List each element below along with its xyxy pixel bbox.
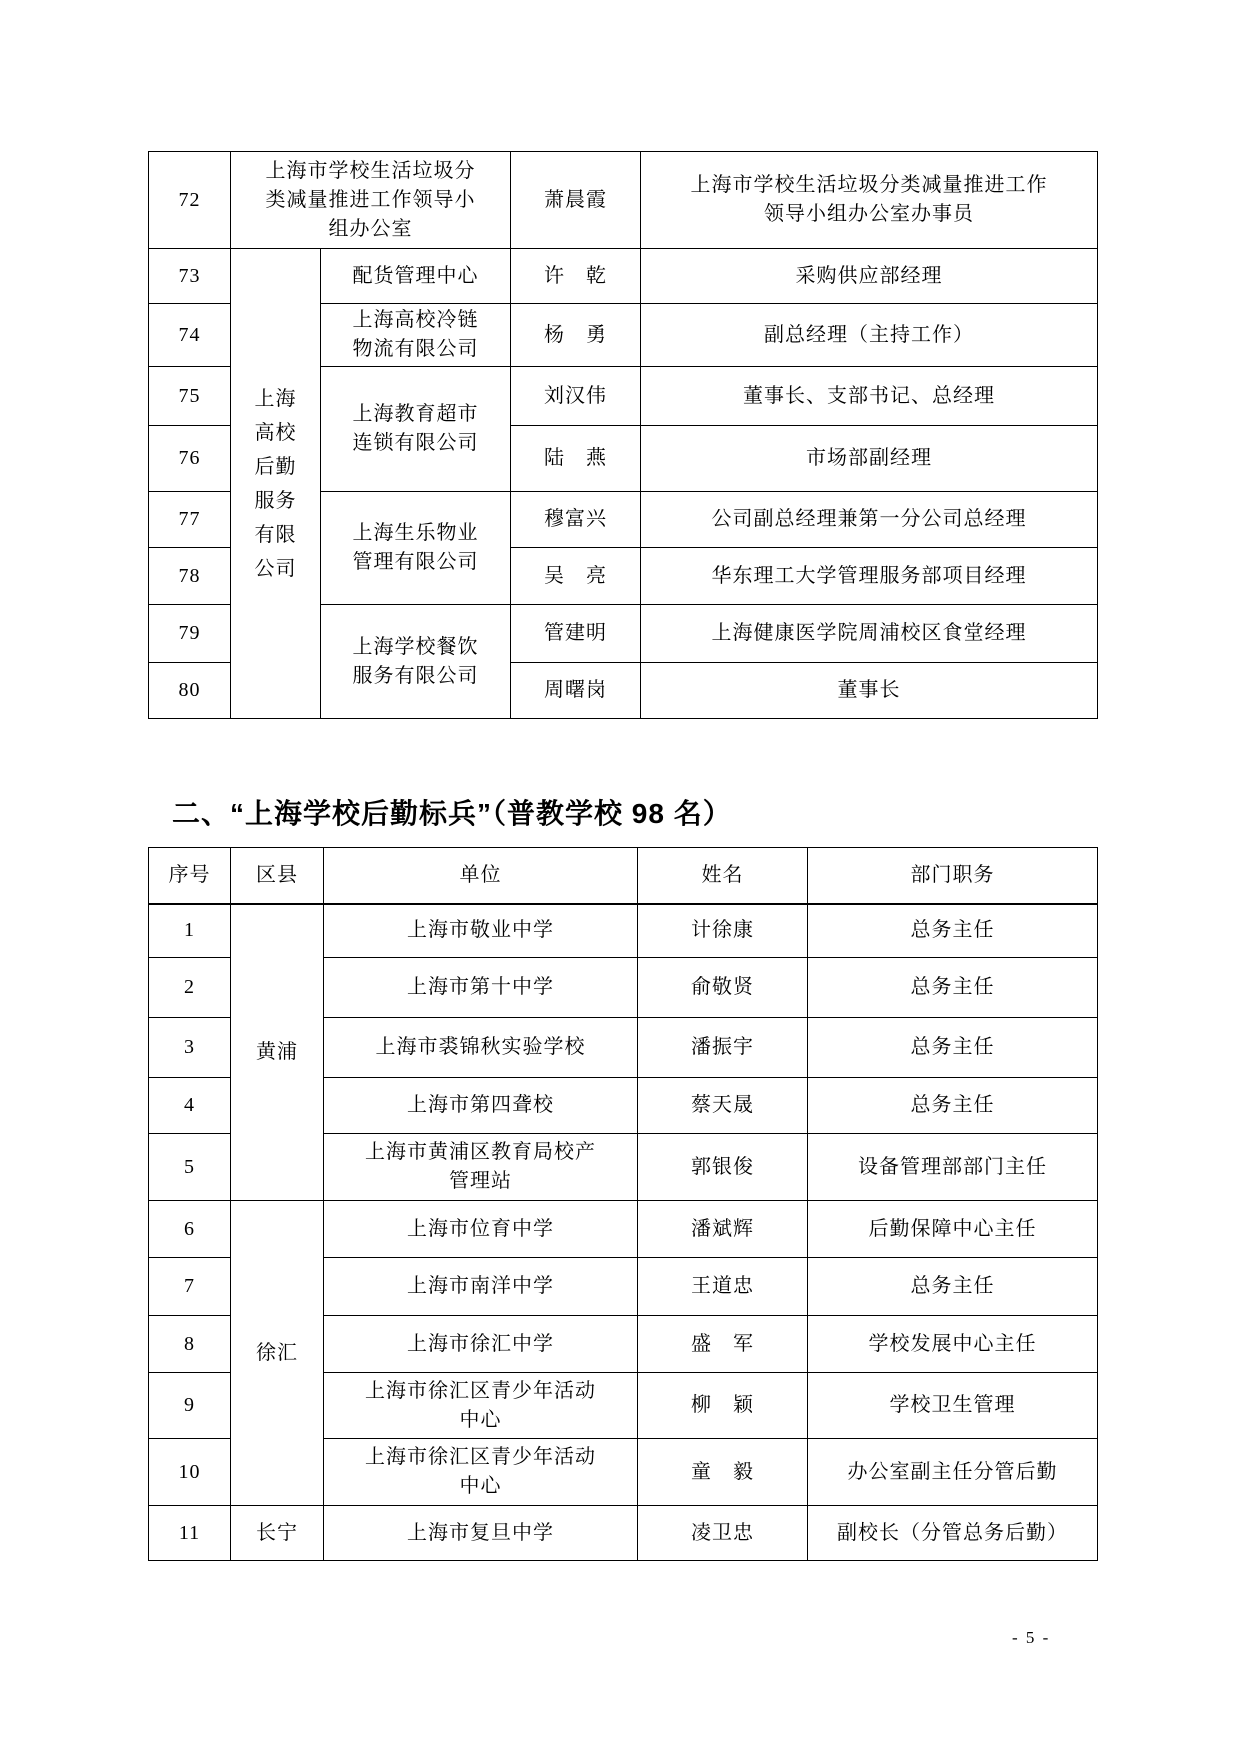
cell-no: 8 — [149, 1316, 231, 1373]
cell-title: 上海市学校生活垃圾分类减量推进工作领导小组办公室办事员 — [641, 152, 1098, 249]
page-number: - 5 - — [1012, 1628, 1051, 1647]
cell-title: 副校长（分管总务后勤） — [808, 1506, 1098, 1561]
cell-name: 王道忠 — [638, 1258, 808, 1316]
cell-name: 周曙岗 — [511, 663, 641, 719]
cell-name: 杨 勇 — [511, 304, 641, 367]
cell-name: 穆富兴 — [511, 492, 641, 548]
cell-district: 徐汇 — [231, 1201, 324, 1506]
cell-name: 童 毅 — [638, 1439, 808, 1506]
cell-unit: 上海市第四聋校 — [324, 1078, 638, 1134]
table-row — [149, 1506, 1098, 1561]
cell-title: 总务主任 — [808, 958, 1098, 1018]
cell-name: 蔡天晟 — [638, 1078, 808, 1134]
header-cell-title: 部门职务 — [808, 848, 1098, 904]
cell-title: 董事长、支部书记、总经理 — [641, 367, 1098, 426]
cell-title: 采购供应部经理 — [641, 249, 1098, 304]
cell-name: 凌卫忠 — [638, 1506, 808, 1561]
table-roster-enterprises — [148, 151, 1098, 719]
cell-title: 学校卫生管理 — [808, 1373, 1098, 1439]
cell-title: 董事长 — [641, 663, 1098, 719]
cell-name: 郭银俊 — [638, 1134, 808, 1201]
cell-title: 总务主任 — [808, 1078, 1098, 1134]
cell-unit: 上海市南洋中学 — [324, 1258, 638, 1316]
cell-no: 9 — [149, 1373, 231, 1439]
cell-name: 盛 军 — [638, 1316, 808, 1373]
cell-no: 11 — [149, 1506, 231, 1561]
cell-no: 10 — [149, 1439, 231, 1506]
cell-org: 上海市学校生活垃圾分类减量推进工作领导小组办公室 — [231, 152, 511, 249]
cell-no: 75 — [149, 367, 231, 426]
cell-name: 陆 燕 — [511, 426, 641, 492]
cell-group-company: 上海高校后勤服务有限公司 — [231, 249, 321, 719]
cell-unit: 上海市徐汇中学 — [324, 1316, 638, 1373]
cell-title: 公司副总经理兼第一分公司总经理 — [641, 492, 1098, 548]
cell-district: 黄浦 — [231, 904, 324, 1201]
cell-name: 许 乾 — [511, 249, 641, 304]
table-header-row — [149, 848, 1098, 904]
cell-no: 5 — [149, 1134, 231, 1201]
cell-no: 4 — [149, 1078, 231, 1134]
cell-org: 上海高校冷链物流有限公司 — [321, 304, 511, 367]
cell-unit: 上海市第十中学 — [324, 958, 638, 1018]
cell-unit: 上海市位育中学 — [324, 1201, 638, 1258]
header-cell-no: 序号 — [149, 848, 231, 904]
cell-no: 73 — [149, 249, 231, 304]
table-row — [149, 904, 1098, 958]
cell-name: 计徐康 — [638, 904, 808, 958]
cell-no: 77 — [149, 492, 231, 548]
header-cell-name: 姓名 — [638, 848, 808, 904]
table-row — [149, 1201, 1098, 1258]
cell-name: 柳 颖 — [638, 1373, 808, 1439]
cell-unit: 上海市敬业中学 — [324, 904, 638, 958]
cell-unit: 上海市黄浦区教育局校产管理站 — [324, 1134, 638, 1201]
cell-title: 总务主任 — [808, 1258, 1098, 1316]
cell-no: 72 — [149, 152, 231, 249]
section-heading: 二、“上海学校后勤标兵”（普教学校 98 名） — [172, 798, 732, 829]
cell-unit: 上海市徐汇区青少年活动中心 — [324, 1373, 638, 1439]
cell-name: 管建明 — [511, 605, 641, 663]
cell-title: 设备管理部部门主任 — [808, 1134, 1098, 1201]
cell-title: 总务主任 — [808, 904, 1098, 958]
header-cell-district: 区县 — [231, 848, 324, 904]
cell-no: 80 — [149, 663, 231, 719]
cell-name: 潘斌辉 — [638, 1201, 808, 1258]
cell-no: 7 — [149, 1258, 231, 1316]
cell-unit: 上海市复旦中学 — [324, 1506, 638, 1561]
table-row — [149, 249, 1098, 304]
cell-title: 学校发展中心主任 — [808, 1316, 1098, 1373]
cell-no: 74 — [149, 304, 231, 367]
cell-org: 上海生乐物业管理有限公司 — [321, 492, 511, 605]
cell-org: 配货管理中心 — [321, 249, 511, 304]
cell-no: 79 — [149, 605, 231, 663]
cell-no: 6 — [149, 1201, 231, 1258]
cell-org: 上海学校餐饮服务有限公司 — [321, 605, 511, 719]
table-row — [149, 152, 1098, 249]
cell-title: 华东理工大学管理服务部项目经理 — [641, 548, 1098, 605]
cell-no: 2 — [149, 958, 231, 1018]
cell-title: 市场部副经理 — [641, 426, 1098, 492]
table-roster-schools — [148, 847, 1098, 1561]
cell-org: 上海教育超市连锁有限公司 — [321, 367, 511, 492]
cell-no: 76 — [149, 426, 231, 492]
cell-title: 后勤保障中心主任 — [808, 1201, 1098, 1258]
cell-name: 萧晨霞 — [511, 152, 641, 249]
cell-no: 1 — [149, 904, 231, 958]
cell-title: 上海健康医学院周浦校区食堂经理 — [641, 605, 1098, 663]
cell-no: 3 — [149, 1018, 231, 1078]
header-cell-unit: 单位 — [324, 848, 638, 904]
cell-name: 俞敬贤 — [638, 958, 808, 1018]
cell-name: 刘汉伟 — [511, 367, 641, 426]
cell-title: 办公室副主任分管后勤 — [808, 1439, 1098, 1506]
cell-title: 总务主任 — [808, 1018, 1098, 1078]
cell-district: 长宁 — [231, 1506, 324, 1561]
cell-unit: 上海市裘锦秋实验学校 — [324, 1018, 638, 1078]
cell-title: 副总经理（主持工作） — [641, 304, 1098, 367]
cell-no: 78 — [149, 548, 231, 605]
cell-name: 吴 亮 — [511, 548, 641, 605]
cell-unit: 上海市徐汇区青少年活动中心 — [324, 1439, 638, 1506]
cell-name: 潘振宇 — [638, 1018, 808, 1078]
